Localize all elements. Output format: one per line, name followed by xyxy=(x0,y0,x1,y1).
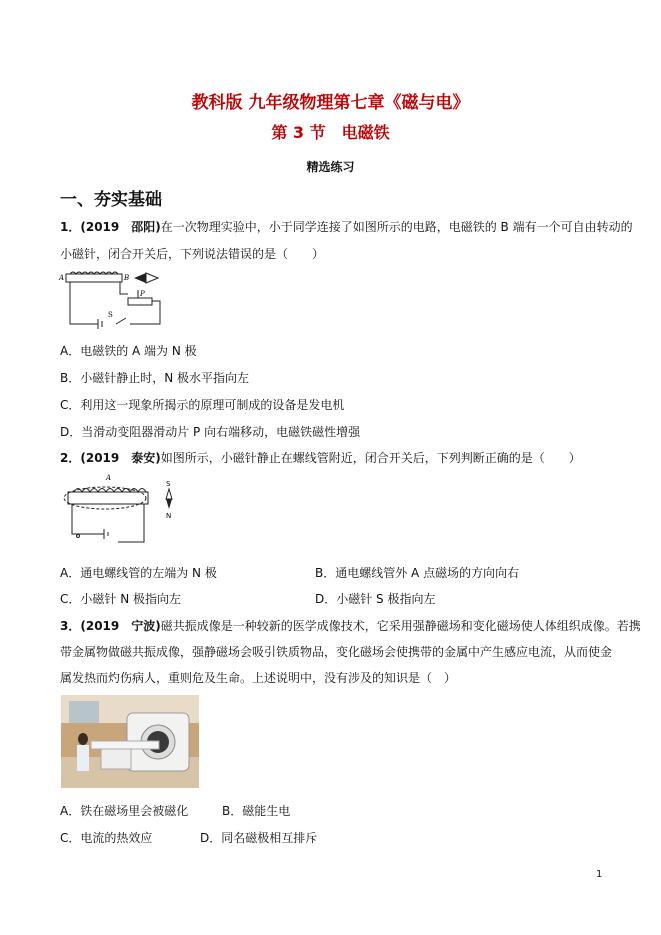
q2-wire-right xyxy=(118,504,144,542)
q2-label-n: N xyxy=(166,512,172,520)
q2-option-a: A．通电螺线管的左端为 N 极 xyxy=(60,566,217,580)
q2-needle-s xyxy=(166,489,172,499)
section-title: 第 3 节 电磁铁 xyxy=(271,123,390,142)
q1-battery xyxy=(98,319,102,329)
q1-stem-line2: 小磁针，闭合开关后，下列说法错误的是（ ） xyxy=(60,247,325,261)
q1-wire-left xyxy=(70,282,98,324)
q1-needle-n xyxy=(134,273,146,283)
q2-option-d: D．小磁针 S 极指向左 xyxy=(315,592,436,606)
q3-source: (2019 宁波) xyxy=(80,619,161,633)
mri-photo-illustration xyxy=(61,695,199,788)
q2-battery xyxy=(104,529,108,539)
q3-stem-line1 xyxy=(60,617,641,634)
q3-option-a: A．铁在磁场里会被磁化 xyxy=(60,804,189,818)
q1-option-c: C．利用这一现象所揭示的原理可制成的设备是发电机 xyxy=(60,398,345,412)
q1-label-p: P xyxy=(140,290,145,298)
q2-coil-wire xyxy=(74,489,146,493)
q1-stem-text1: 在一次物理实验中，小于同学连接了如图所示的电路，电磁铁的 B 端有一个可自由转动的 xyxy=(160,220,633,234)
q3-option-b: B．磁能生电 xyxy=(222,804,291,818)
q1-number: 1． xyxy=(60,220,81,234)
q1-rheostat xyxy=(128,298,152,305)
q1-option-a: A．电磁铁的 A 端为 N 极 xyxy=(60,344,197,358)
q2-number: 2． xyxy=(60,451,81,465)
q1-option-d: D．当滑动变阻器滑动片 P 向右端移动，电磁铁磁性增强 xyxy=(60,425,361,439)
q2-label-a: A xyxy=(106,474,112,482)
q1-coil-core xyxy=(66,274,122,282)
subtitle: 精选练习 xyxy=(306,160,355,174)
document-title: 教科版 九年级物理第七章《磁与电》 xyxy=(191,93,470,113)
q3-option-c: C．电流的热效应 xyxy=(60,831,153,845)
q1-switch xyxy=(116,318,126,324)
q1-label-a: A xyxy=(59,274,65,282)
q3-stem-text1: 磁共振成像是一种较新的医学成像技术，它采用强静磁场和变化磁场使人体组织成像。若携 xyxy=(160,619,641,633)
q2-stem-text: 如图所示，小磁针静止在螺线管附近，闭合开关后，下列判断正确的是（ ） xyxy=(160,451,581,465)
q2-option-b: B．通电螺线管外 A 点磁场的方向向右 xyxy=(315,566,520,580)
q3-stem-line3: 属发热而灼伤病人，重则危及生命。上述说明中，没有涉及的知识是（ ） xyxy=(60,671,457,685)
q1-needle-s xyxy=(146,273,158,283)
q2-stem-line xyxy=(60,449,581,466)
mri-photo xyxy=(61,695,199,788)
part-heading: 一、夯实基础 xyxy=(60,190,162,210)
q2-option-c: C．小磁针 N 极指向左 xyxy=(60,592,181,606)
q1-circuit-figure xyxy=(58,268,170,330)
q1-label-s: S xyxy=(108,311,113,319)
q2-needle-n xyxy=(166,499,172,509)
q2-solenoid-figure xyxy=(60,472,180,550)
q2-switch-pivot xyxy=(77,535,80,538)
q2-solenoid-core xyxy=(68,492,148,504)
q2-source: (2019 泰安) xyxy=(80,451,161,465)
q3-option-d: D．同名磁极相互排斥 xyxy=(200,831,318,845)
q1-wire-right xyxy=(120,282,128,294)
q1-stem-line1 xyxy=(60,218,633,235)
q3-number: 3． xyxy=(60,619,81,633)
q1-label-b: B xyxy=(124,274,130,282)
page-number: 1 xyxy=(596,869,603,880)
q1-source: (2019 邵阳) xyxy=(80,220,161,234)
q1-wire-bottom xyxy=(130,301,160,324)
q2-label-s: S xyxy=(166,480,171,488)
q3-stem-line2: 带金属物做磁共振成像，强静磁场会吸引铁质物品，变化磁场会使携带的金属中产生感应电流，从而使金 xyxy=(60,645,613,659)
q1-option-b: B．小磁针静止时，N 极水平指向左 xyxy=(60,371,250,385)
